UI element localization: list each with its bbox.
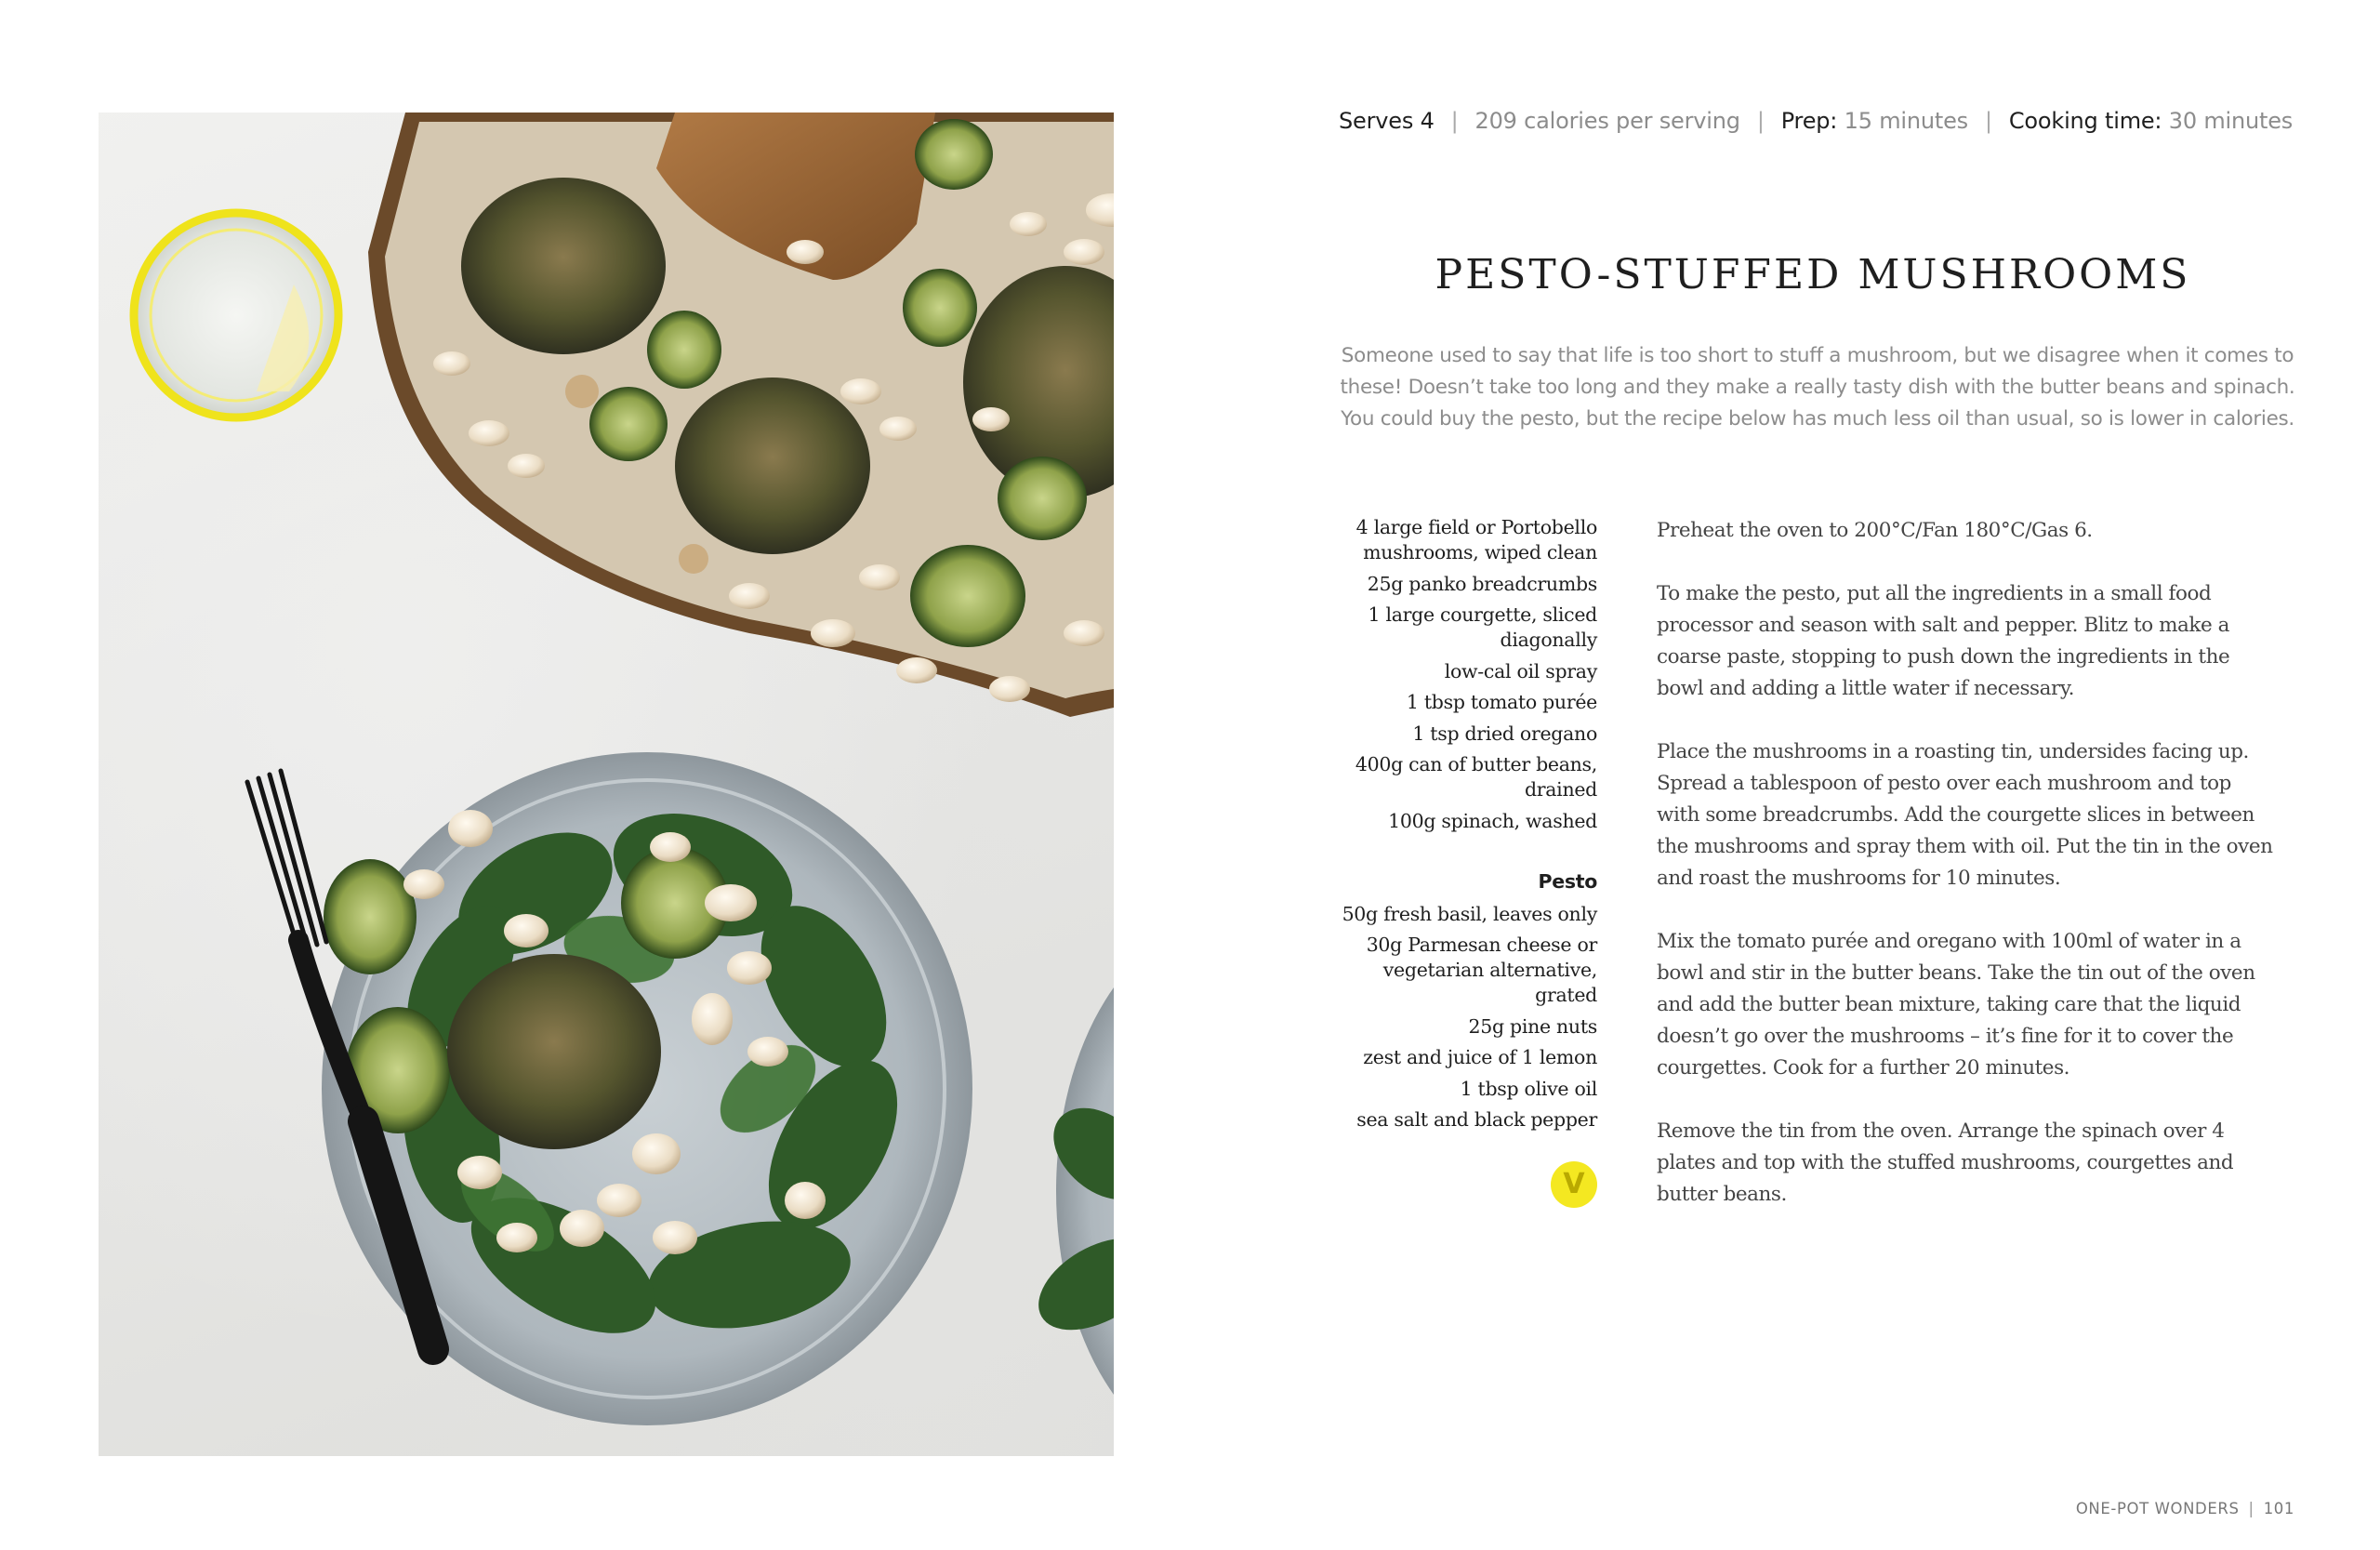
method-step: Mix the tomato purée and oregano with 100ml of water in a bowl and stir in the butter beans. Take the tin out of the oven and add the butter bean mixture, taking care that the liquid doesn’t go over the mushrooms – it’s fine for it to cover the courgettes. Cook for a further 20 minutes. [1657, 930, 2255, 1080]
vegetarian-badge-icon: V [1551, 1161, 1597, 1208]
pesto-item: 50g fresh basil, leaves only [1342, 902, 1597, 925]
pesto-item: zest and juice of 1 lemon [1363, 1046, 1597, 1068]
recipe-intro: Someone used to say that life is too short to stuff a mushroom, but we disagree when it comes to these! Doesn’t take too long and they make a really tasty dish with the butter beans and spinach. You could buy the pesto, but the recipe below has much less oil than usual, so is lower in calories. [1340, 344, 2295, 431]
ingredient-item: 25g panko breadcrumbs [1367, 572, 1597, 595]
method-step: Preheat the oven to 200°C/Fan 180°C/Gas 6. [1657, 519, 2093, 542]
recipe-photo [99, 113, 1114, 1456]
pesto-item: sea salt and black pepper [1356, 1108, 1597, 1131]
meta-separator: | [1450, 108, 1459, 134]
method-step: Place the mushrooms in a roasting tin, undersides facing up. Spread a tablespoon of pesto over each mushroom and top with some breadcrumbs. Add the courgette slices in between the mushrooms and spray them with oil. Put the tin in the oven and roast the mushrooms for 10 minutes. [1657, 740, 2273, 890]
cooking-value: 30 minutes [2168, 108, 2294, 134]
meta-separator: | [1756, 108, 1765, 134]
footer-separator: | [2248, 1500, 2254, 1517]
calories: 209 calories per serving [1474, 108, 1740, 134]
pesto-item: 25g pine nuts [1468, 1014, 1597, 1038]
prep-value: 15 minutes [1844, 108, 1968, 134]
food-photo-illustration [99, 113, 1114, 1456]
method-steps [1657, 515, 2280, 1242]
cooking-label: Cooking time: [2008, 108, 2162, 134]
prep-label: Prep: [1780, 108, 1838, 134]
ingredient-item: 1 large courgette, sliced diagonally [1368, 603, 1597, 651]
ingredient-item: 1 tsp dried oregano [1412, 722, 1597, 745]
ingredient-item: 100g spinach, washed [1388, 809, 1597, 832]
method-step: Remove the tin from the oven. Arrange the spinach over 4 plates and top with the stuffed mushrooms, courgettes and butter beans. [1657, 1119, 2234, 1206]
pesto-heading: Pesto [1538, 869, 1597, 893]
meta-separator: | [1984, 108, 1992, 134]
ingredient-item: 4 large field or Portobello mushrooms, wiped clean [1355, 516, 1597, 563]
serves: Serves 4 [1339, 108, 1435, 134]
pesto-item: 30g Parmesan cheese or vegetarian alternative, grated [1366, 934, 1597, 1006]
ingredient-item: low-cal oil spray [1444, 659, 1597, 682]
section-name: ONE-POT WONDERS [2075, 1500, 2240, 1517]
recipe-meta [1339, 108, 2294, 134]
pesto-item: 1 tbsp olive oil [1460, 1077, 1597, 1100]
page-footer [2076, 1500, 2294, 1517]
method-step: To make the pesto, put all the ingredients in a small food processor and season with salt and pepper. Blitz to make a coarse paste, stopping to push down the ingredients in the bowl and adding a little water if necessary. [1657, 582, 2230, 700]
ingredients-list [1320, 515, 1597, 1139]
recipe-title: PESTO-STUFFED MUSHROOMS [1435, 251, 2191, 298]
page-number: 101 [2263, 1500, 2294, 1517]
ingredient-item: 400g can of butter beans, drained [1355, 753, 1597, 801]
ingredient-item: 1 tbsp tomato purée [1406, 691, 1597, 713]
